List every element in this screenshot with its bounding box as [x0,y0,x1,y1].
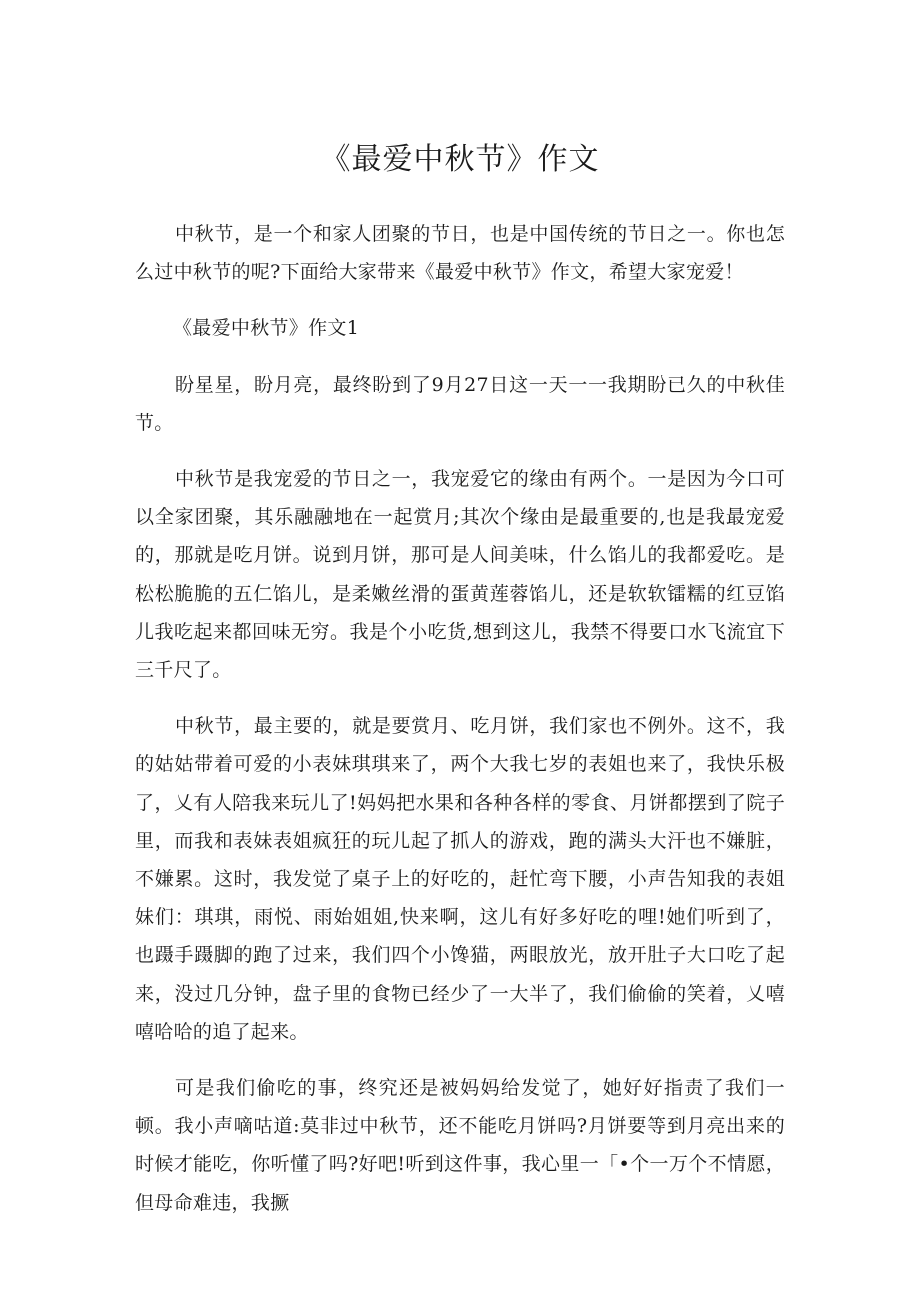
body-paragraph: 盼星星，盼月亮，最终盼到了9月27日这一天一一我期盼已久的中秋佳节。 [135,373,785,434]
body-paragraph: 可是我们偷吃的事，终究还是被妈妈给发觉了，她好好指责了我们一顿。我小声嘀咕道:莫非过中秋节，还不能吃月饼吗?月饼要等到月亮出来的时候才能吃，你听懂了吗?好吧!听到这件事，我心里一「•个一万个不情愿，但母命难违，我撅 [135,1077,785,1214]
document-title: 《最爱中秋节》作文 [320,142,600,177]
intro-paragraph: 中秋节，是一个和家人团聚的节日，也是中国传统的节日之一。你也怎么过中秋节的呢?下面给大家带来《最爱中秋节》作文，希望大家宠爱！ [135,223,785,284]
body-paragraph: 中秋节是我宠爱的节日之一，我宠爱它的缘由有两个。一是因为今口可以全家团聚，其乐融融地在一起赏月;其次个缘由是最重要的,也是我最宠爱的，那就是吃月饼。说到月饼，那可是人间美味，什么馅儿的我都爱吃。是松松脆脆的五仁馅儿，是柔嫩丝滑的蛋黄莲蓉馅儿，还是软软镭糯的红豆馅儿我吃起来都回味无穷。我是个小吃货,想到这儿，我禁不得要口水飞流宜下三千尺了。 [135,468,785,682]
document-body [135,215,785,1222]
body-paragraph: 中秋节，最主要的，就是要赏月、吃月饼，我们家也不例外。这不，我的姑姑带着可爱的小表妹琪琪来了，两个大我七岁的表姐也来了，我快乐极了，乂有人陪我来玩儿了!妈妈把水果和各种各样的零食、月饼都摆到了院子里，而我和表妹表姐疯狂的玩儿起了抓人的游戏，跑的满头大汗也不嫌脏，不嫌累。这时，我发觉了桌子上的好吃的，赶忙弯下腰，小声告知我的表姐妹们：琪琪，雨悦、雨始姐姐,快来啊，这儿有好多好吃的哩!她们听到了，也蹑手蹑脚的跑了过来，我们四个小馋猫，两眼放光，放开肚子大口吃了起来，没过几分钟，盘子里的食物已经少了一大半了，我们偷偷的笑着，乂嘻嘻哈哈的追了起来。 [135,715,785,1043]
essay-subheading: 《最爱中秋节》作文1 [173,317,360,340]
